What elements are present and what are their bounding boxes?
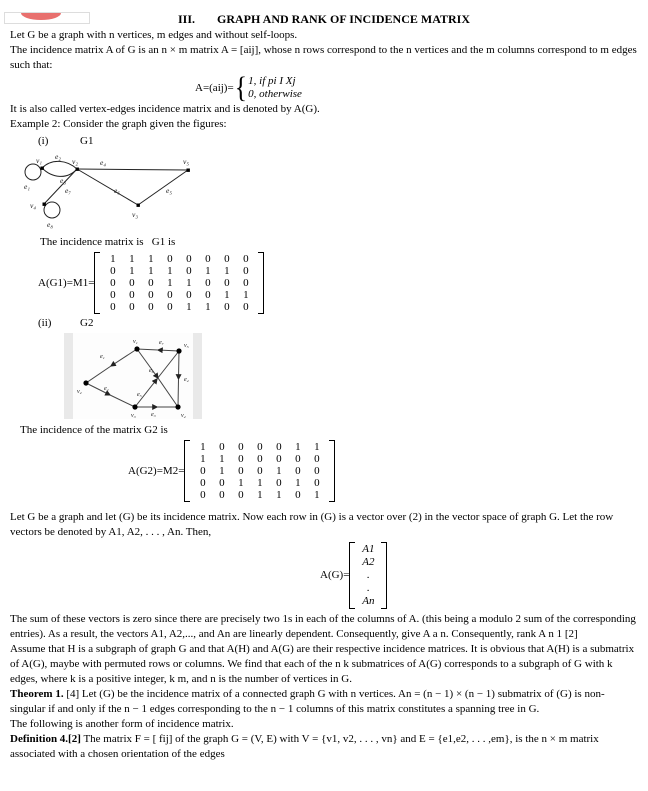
incidence-definition-formula xyxy=(195,70,638,105)
m2-entries xyxy=(190,440,329,502)
m1-entries xyxy=(100,252,258,314)
g1-edge-e7 xyxy=(44,169,77,204)
matrix-row xyxy=(103,253,255,265)
matrix-row xyxy=(193,489,326,501)
matrix-cell: 0 xyxy=(205,253,211,265)
formula-case-1: 1, if pi I Xj xyxy=(248,75,296,87)
matrix-cell: 0 xyxy=(295,489,301,501)
matrix-row xyxy=(193,465,326,477)
matrix-cell: 0 xyxy=(205,289,211,301)
graph-g2-name: G2 xyxy=(80,317,94,329)
m2-label: A(G2)=M2= xyxy=(128,464,185,477)
g1-label-v4: v₄ xyxy=(30,201,36,210)
g1-vertex-v2 xyxy=(76,168,79,171)
matrix-cell: 0 xyxy=(243,265,249,277)
matrix-cell: 0 xyxy=(148,289,154,301)
g1-label-v5: v₅ xyxy=(183,157,189,166)
g2-vertex-v1 xyxy=(134,346,139,351)
matrix-cell: 0 xyxy=(243,301,249,313)
matrix-cell: 1 xyxy=(295,477,301,489)
matrix-cell: 0 xyxy=(167,253,173,265)
matrix-cell: 0 xyxy=(167,301,173,313)
matrix-row xyxy=(358,582,378,595)
matrix-cell: 1 xyxy=(257,489,263,501)
matrix-cell: . xyxy=(367,569,370,581)
matrix-cell: 0 xyxy=(238,465,244,477)
matrix-cell: 0 xyxy=(129,277,135,289)
g2-label-e5: e₅ xyxy=(137,392,142,398)
matrix-cell: 1 xyxy=(148,265,154,277)
matrix-row xyxy=(358,569,378,582)
matrix-row xyxy=(358,595,378,608)
matrix-row xyxy=(358,543,378,556)
theorem-1 xyxy=(10,687,638,717)
g2-edge-e7-head xyxy=(158,350,179,351)
matrix-cell: 0 xyxy=(110,301,116,313)
matrix-cell: 0 xyxy=(257,465,263,477)
matrix-cell: 0 xyxy=(238,489,244,501)
g2-label-e2: e₂ xyxy=(104,386,109,392)
ag-right-bracket xyxy=(381,542,387,609)
matrix-cell: . xyxy=(367,582,370,594)
formula-lhs: A=(aij)= xyxy=(195,81,234,94)
g2-edge-e6-head xyxy=(137,349,158,378)
g1-label-v2: v₂ xyxy=(72,157,78,166)
matrix-cell: 0 xyxy=(219,441,225,453)
g1-label-e7: e₇ xyxy=(65,186,71,195)
intro-line-1: Let G be a graph with n vertices, m edges and without self-loops. xyxy=(10,29,298,41)
g1-label-e6: e₆ xyxy=(114,186,120,195)
incidence-matrix-m2 xyxy=(128,440,638,502)
matrix-cell: 0 xyxy=(238,453,244,465)
matrix-row xyxy=(193,477,326,489)
matrix-cell: 0 xyxy=(224,301,230,313)
g2-label-v1: v₁ xyxy=(133,339,138,345)
matrix-cell: 1 xyxy=(129,265,135,277)
matrix-cell: 0 xyxy=(200,465,206,477)
g2-edge-e6-tail xyxy=(158,378,178,407)
matrix-cell: 0 xyxy=(205,277,211,289)
logo-ellipse-icon xyxy=(21,12,61,20)
matrix-cell: 0 xyxy=(200,477,206,489)
g1-edge-e4 xyxy=(77,169,188,170)
list-marker-ii: (ii) xyxy=(38,317,52,329)
matrix-cell: 1 xyxy=(186,277,192,289)
g2-vertex-v5 xyxy=(176,348,181,353)
theorem-1-label: Theorem 1. xyxy=(10,688,64,700)
incidence-matrix-m1 xyxy=(38,252,638,314)
matrix-cell: 1 xyxy=(224,265,230,277)
matrix-row xyxy=(103,265,255,277)
matrix-cell: 0 xyxy=(129,289,135,301)
matrix-cell: 1 xyxy=(219,453,225,465)
matrix-cell: 0 xyxy=(148,301,154,313)
intro-line-2: The incidence matrix A of G is an n × m matrix A = [aij], whose n rows correspond to the n vertices and the m columns correspond to m edges such that: xyxy=(10,44,637,71)
matrix-cell: A1 xyxy=(362,543,375,555)
section-numeral: III. xyxy=(177,12,195,26)
matrix-cell: 0 xyxy=(129,301,135,313)
graph-g1-name: G1 xyxy=(80,135,94,147)
g2-label-v3: v₃ xyxy=(131,413,136,419)
matrix-cell: 1 xyxy=(276,465,282,477)
g2-edge-e1-head xyxy=(111,349,137,366)
matrix-cell: 1 xyxy=(200,441,206,453)
matrix-row xyxy=(358,556,378,569)
matrix-cell: 0 xyxy=(314,465,320,477)
section-title xyxy=(10,12,638,27)
matrix-cell: 1 xyxy=(276,489,282,501)
matrix-cell: 0 xyxy=(186,265,192,277)
g1-vertex-v4 xyxy=(43,203,46,206)
definition-4 xyxy=(10,732,638,762)
matrix-cell: 0 xyxy=(257,453,263,465)
intro-line-3: It is also called vertex-edges incidence matrix and is denoted by A(G). xyxy=(10,103,320,115)
g2-label-e3: e₃ xyxy=(151,412,156,418)
matrix-cell: 0 xyxy=(276,453,282,465)
matrix-row xyxy=(193,441,326,453)
g2-vertex-v3 xyxy=(132,404,137,409)
graph-g1-figure xyxy=(22,151,217,231)
matrix-cell: 0 xyxy=(186,253,192,265)
g2-label-v5: v₅ xyxy=(184,343,189,349)
matrix-cell: 0 xyxy=(219,489,225,501)
g1-vertex-v3 xyxy=(137,204,140,207)
g1-label-e1: e₁ xyxy=(24,182,30,191)
g2-label-e6: e₆ xyxy=(149,368,154,374)
matrix-row xyxy=(103,289,255,301)
matrix-cell: 1 xyxy=(219,465,225,477)
m1-label: A(G1)=M1= xyxy=(38,276,95,289)
matrix-cell: 0 xyxy=(314,477,320,489)
g2-edge-e4-head xyxy=(179,351,180,379)
row-vector-matrix xyxy=(320,542,638,609)
matrix-cell: 0 xyxy=(148,277,154,289)
matrix-cell: 1 xyxy=(167,277,173,289)
matrix-cell: 0 xyxy=(224,277,230,289)
paragraph-subgraph: Assume that H is a subgraph of graph G and that A(H) and A(G) are their respective incidence matrices. It is obvious that A(H) is a submatrix of A(G), maybe with permuted rows or columns. We find that each of the n k submatrices of A(G) corresponds to a subgraph of G with k edges, where k is a positive integer, k m, and n is the number of vertices in G. xyxy=(10,643,635,685)
matrix-cell: 0 xyxy=(167,289,173,301)
formula-case-2: 0, otherwise xyxy=(248,88,302,100)
g1-edge-e6 xyxy=(77,169,138,205)
g1-edge-e5 xyxy=(138,170,188,205)
matrix-cell: 0 xyxy=(110,277,116,289)
matrix-cell: 1 xyxy=(186,301,192,313)
g2-label-e4: e₄ xyxy=(184,377,189,383)
matrix-cell: 1 xyxy=(200,453,206,465)
m1-right-bracket xyxy=(258,252,264,314)
definition-4-label: Definition 4.[2] xyxy=(10,733,81,745)
g1-vertex-v5 xyxy=(187,169,190,172)
m2-right-bracket xyxy=(329,440,335,502)
g2-edge-e1-tail xyxy=(86,366,111,383)
matrix-cell: 1 xyxy=(129,253,135,265)
m2-caption: The incidence of the matrix G2 is xyxy=(20,424,168,436)
row-vector-paragraph: Let G be a graph and let (G) be its incidence matrix. Now each row in (G) is a vector over (2) in the vector space of graph G. Let the row vectors be denoted by A1, A2, . . . , An. Then, xyxy=(10,511,614,538)
g1-label-v3: v₃ xyxy=(132,210,138,219)
g2-label-v4: v₄ xyxy=(181,413,186,419)
matrix-cell: 1 xyxy=(243,289,249,301)
g2-edge-e7-tail xyxy=(137,349,158,350)
g2-edge-e4-tail xyxy=(178,379,179,407)
matrix-cell: 1 xyxy=(205,265,211,277)
g1-loop-e1 xyxy=(25,164,41,180)
matrix-cell: 1 xyxy=(295,441,301,453)
matrix-cell: 0 xyxy=(200,489,206,501)
m1-caption: The incidence matrix is G1 is xyxy=(40,236,176,248)
list-item-i xyxy=(10,134,638,149)
matrix-cell: 1 xyxy=(110,253,116,265)
matrix-cell: 0 xyxy=(314,453,320,465)
list-item-ii xyxy=(10,316,638,331)
header-logo-box xyxy=(4,12,90,24)
list-marker-i: (i) xyxy=(38,135,49,147)
ag-label: A(G)= xyxy=(320,569,350,581)
matrix-cell: 1 xyxy=(148,253,154,265)
g1-label-e3: e₃ xyxy=(60,176,66,185)
matrix-cell: 0 xyxy=(243,277,249,289)
matrix-cell: 0 xyxy=(224,253,230,265)
matrix-cell: 0 xyxy=(295,465,301,477)
following-line: The following is another form of incidence matrix. xyxy=(10,718,234,730)
matrix-cell: 1 xyxy=(205,301,211,313)
definition-4-text: The matrix F = [ fij] of the graph G = (V, E) with V = {v1, v2, . . . , vn} and E = {e1,e2, . . . ,em}, is the n × m matrix associated with a chosen orientation of the edges xyxy=(10,733,599,760)
intro-line-4: Example 2: Consider the graph given the figures: xyxy=(10,118,227,130)
matrix-cell: 1 xyxy=(314,489,320,501)
matrix-row xyxy=(193,453,326,465)
matrix-cell: 0 xyxy=(110,289,116,301)
matrix-cell: 1 xyxy=(238,477,244,489)
ag-entries xyxy=(355,542,381,609)
matrix-row xyxy=(103,301,255,313)
matrix-cell: 0 xyxy=(257,441,263,453)
g2-edge-e5-tail xyxy=(157,351,179,379)
matrix-cell: 0 xyxy=(219,477,225,489)
g1-label-e8: e₈ xyxy=(47,220,53,229)
g2-vertex-v2 xyxy=(83,380,88,385)
matrix-cell: An xyxy=(362,595,375,607)
matrix-cell: 0 xyxy=(276,441,282,453)
g1-vertex-v1 xyxy=(41,167,44,170)
graph-g2-figure xyxy=(64,333,202,419)
matrix-cell: 0 xyxy=(243,253,249,265)
matrix-cell: 0 xyxy=(295,453,301,465)
g1-label-e2: e₂ xyxy=(55,152,61,161)
matrix-cell: 0 xyxy=(238,441,244,453)
matrix-row xyxy=(103,277,255,289)
matrix-cell: 1 xyxy=(224,289,230,301)
g2-label-v2: v₂ xyxy=(77,389,82,395)
g1-label-e5: e₅ xyxy=(166,186,172,195)
g2-vertex-v4 xyxy=(175,404,180,409)
matrix-cell: 1 xyxy=(314,441,320,453)
matrix-cell: 0 xyxy=(276,477,282,489)
matrix-cell: A2 xyxy=(362,556,375,568)
formula-brace: { xyxy=(234,70,248,105)
matrix-cell: 0 xyxy=(110,265,116,277)
g2-label-e7: e₇ xyxy=(159,340,164,346)
paragraph-sum-vectors: The sum of these vectors is zero since there are precisely two 1s in each of the columns of A. (this being a modulo 2 sum of the corresponding entries). As a result, the vectors A1, A2,..., and An are linearly dependent. Consequently, give A a n. Consequently, rank A n 1 [2] xyxy=(10,613,636,640)
g2-edge-e2-tail xyxy=(110,395,135,407)
g1-label-v1: v₁ xyxy=(36,156,42,165)
g1-label-e4: e₄ xyxy=(100,158,106,167)
matrix-cell: 1 xyxy=(257,477,263,489)
theorem-1-text: [4] Let (G) be the incidence matrix of a connected graph G with n vertices. An = (n − 1) × (n − 1) submatrix of (G) is non-singular if and only if the n − 1 edges corresponding to the n − 1 columns of this matrix constitutes a spanning tree in G. xyxy=(10,688,605,715)
g2-graph-svg xyxy=(64,333,202,419)
g2-label-e1: e₁ xyxy=(100,354,105,360)
g1-loop-e8 xyxy=(44,202,60,218)
section-title-text: GRAPH AND RANK OF INCIDENCE MATRIX xyxy=(217,12,471,26)
matrix-cell: 0 xyxy=(186,289,192,301)
matrix-cell: 1 xyxy=(167,265,173,277)
